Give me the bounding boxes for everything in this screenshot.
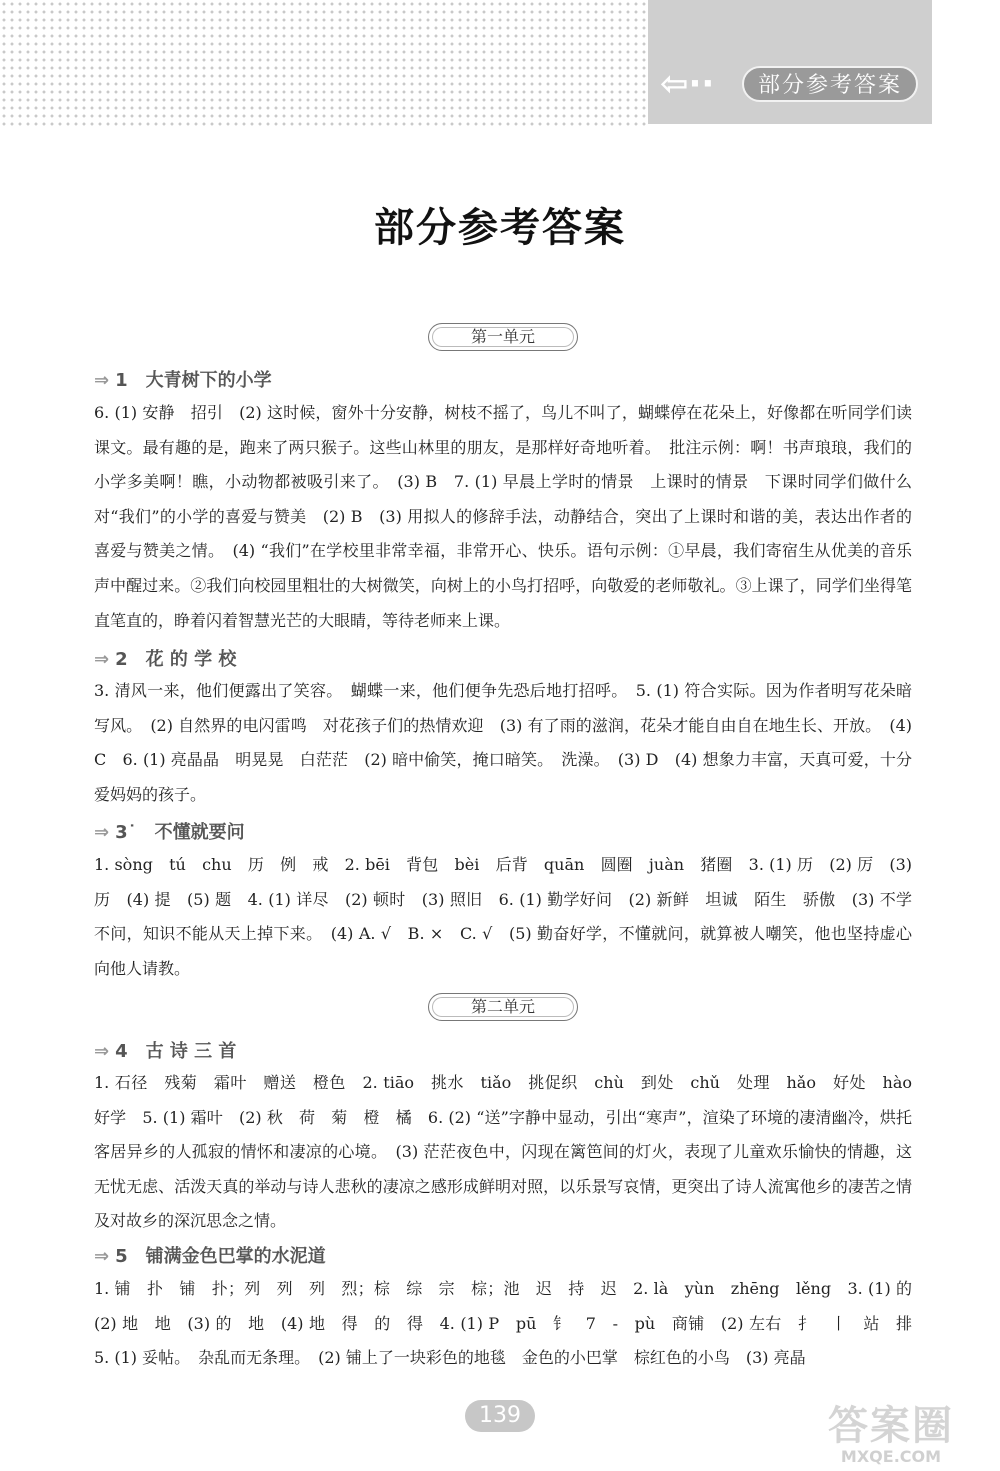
watermark	[796, 1404, 986, 1466]
lesson-title: 5 铺满金色巴掌的水泥道	[115, 1246, 326, 1267]
answer-paragraph-4: 1. 石径 残菊 霜叶 赠送 橙色 2. tiāo 挑水 tiǎo 挑促织 chù 到处 chǔ 处理 hǎo 好处 hào 好学 5. (1) 霜叶 (2) 秋 荷 菊 橙 橘 6. (2) “送”字静中显动，引出“寒声”，渲染了环境的凄清幽冷，烘托客居异乡的人孤寂的情怀和凄凉的心境。 (3) 茫茫夜色中，闪现在篱笆间的灯火，表现了儿童欢乐愉快的情趣，这无忧无虑、活泼天真的举动与诗人悲秋的凄凉之感形成鲜明对照，以乐景写哀情，更突出了诗人流寓他乡的凄苦之情及对故乡的深沉思念之情。	[94, 1073, 929, 1231]
watermark-url: MXQE.COM	[840, 1447, 942, 1466]
lesson-heading-4	[94, 1037, 236, 1063]
arrow-right-icon: ⇒	[94, 1246, 110, 1267]
arrow-right-icon: ⇒	[94, 822, 110, 843]
arrow-right-icon: ⇒	[94, 1041, 110, 1062]
lesson-heading-1	[94, 366, 272, 392]
lesson-title: 4 古 诗 三 首	[115, 1041, 237, 1062]
watermark-logo: 答案圈	[828, 1403, 954, 1449]
back-arrow-icon: ⇦··	[660, 64, 715, 104]
header-dot-pattern	[0, 0, 650, 128]
page-number: 139	[465, 1400, 535, 1432]
lesson-title: 1 大青树下的小学	[115, 370, 272, 391]
lesson-heading-5	[94, 1242, 326, 1268]
lesson-heading-3	[94, 818, 245, 844]
header-tab-label: 部分参考答案	[742, 66, 918, 102]
lesson-heading-2	[94, 645, 236, 671]
answer-paragraph-5: 1. 铺 扑 铺 扑；列 列 列 烈；棕 综 宗 棕；池 迟 持 迟 2. là yùn zhēng lěng 3. (1) 的 (2) 地 地 (3) 的 地 (4) 地 得 的 得 4. (1) P pū 钅 7 - pù 商铺 (2) 左右 扌 丨 站 排 5. (1) 妥帖。 杂乱而无条理。 (2) 铺上了一块彩色的地毯 金色的小巴掌 棕红色的小鸟 (3) 亮晶	[94, 1279, 929, 1368]
answer-paragraph-3: 1. sòng tú chu 历 例 戒 2. bēi 背包 bèi 后背 quān 圆圈 juàn 猪圈 3. (1) 历 (2) 厉 (3) 历 (4) 提 (5) 题 4. (1) 详尽 (2) 顿时 (3) 照旧 6. (1) 勤学好问 (2) 新鲜 坦诚 陌生 骄傲 (3) 不学不问，知识不能从天上掉下来。 (4) A. √ B. × C. √ (5) 勤奋好学，不懂就问，就算被人嘲笑，他也坚持虚心向他人请教。	[94, 855, 912, 978]
page-title: 部分参考答案	[374, 204, 626, 251]
arrow-right-icon: ⇒	[94, 649, 110, 670]
header-tab	[648, 0, 932, 124]
unit-label-2: 第二单元	[428, 993, 578, 1021]
lesson-title: 2 花 的 学 校	[115, 649, 237, 670]
answer-paragraph-1: 6. (1) 安静 招引 (2) 这时候，窗外十分安静，树枝不摇了，鸟儿不叫了，蝴蝶停在花朵上，好像都在听同学们读课文。最有趣的是，跑来了两只猴子。这些山林里的朋友，是那样好奇地听着。 批注示例：啊！书声琅琅，我们的小学多美啊！瞧，小动物都被吸引来了。 (3) B 7. (1) 早晨上学时的情景 上课时的情景 下课时同学们做什么 对“我们”的小学的喜爱与赞美 (2) B (3) 用拟人的修辞手法，动静结合，突出了上课时和谐的美，表达出作者的喜爱与赞美之情。 (4) “我们”在学校里非常幸福，非常开心、快乐。语句示例：①早晨，我们寄宿生从优美的音乐声中醒过来。②我们向校园里粗壮的大树微笑，向树上的小鸟打招呼，向敬爱的老师敬礼。③上课了，同学们坐得笔直笔直的，睁着闪着智慧光芒的大眼睛，等待老师来上课。	[94, 403, 929, 630]
unit-label-1: 第一单元	[428, 323, 578, 351]
arrow-right-icon: ⇒	[94, 370, 110, 391]
answer-paragraph-2: 3. 清风一来，他们便露出了笑容。 蝴蝶一来，他们便争先恐后地打招呼。 5. (1) 符合实际。因为作者明写花朵暗写风。 (2) 自然界的电闪雷鸣 对花孩子们的热情欢迎 (3) 有了雨的滋润，花朵才能自由自在地生长、开放。 (4) C 6. (1) 亮晶晶 明晃晃 白茫茫 (2) 暗中偷笑，掩口暗笑。 洗澡。 (3) D (4) 想象力丰富，天真可爱，十分爱妈妈的孩子。	[94, 681, 912, 804]
lesson-title: 3˙ 不懂就要问	[115, 822, 245, 843]
